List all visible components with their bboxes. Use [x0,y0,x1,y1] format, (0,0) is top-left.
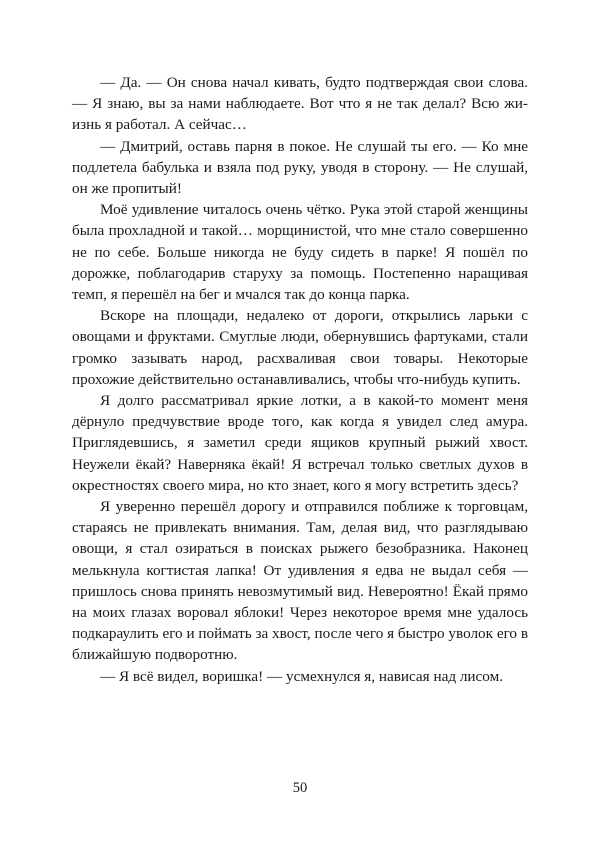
page-text-body [72,72,528,687]
page-number: 50 [292,780,308,796]
paragraph: — Я всё видел, воришка! — усмехнулся я, нависая над лисом. [100,667,504,685]
paragraph: — Дмитрий, оставь парня в покое. Не слушай ты его. — Ко мне подлетела бабулька и взяла под руку, уводя в сторону. — Не слушай, он же пропитый! [72,137,528,198]
paragraph: Я долго рассматривал яркие лотки, а в какой-то момент меня дёрнуло предчувствие вроде того, как когда я увидел след амура. Приглядевшись, я заметил среди ящиков крупный рыжий хвост. Неужели ёкай? Наверняка ёкай! Я встречал только светлых духов в окрестностях своего мира, но кто знает, кого я могу встретить здесь? [72,392,528,494]
paragraph: Моё удивление читалось очень чётко. Рука этой старой женщины была прохладной и такой… морщинистой, что мне стало совершенно не по себе. Больше никогда не буду сидеть в парке! Я пошёл по дорожке, поблагодарив старуху за помощь. Постепенно наращивая темп, я перешёл на бег и мчался так до конца парка. [72,201,528,304]
paragraph: Я уверенно перешёл дорогу и отправился поближе к торговцам, стараясь не привлекать внимания. Там, делая вид, что разглядываю овощи, я стал озираться в поисках рыжего безобразника. Наконец мелькнула когтистая лапка! От удивления я едва не выдал себя — пришлось снова принять невозмутимый вид. Невероятно! Ёкай прямо на моих глазах воровал яблоки! Через некоторое время мне удалось подкараулить его и поймать за хвост, после чего я быстро уволок его в ближайшую подворотню. [72,498,528,664]
paragraph: Вскоре на площади, недалеко от дороги, открылись ларьки с овощами и фруктами. Смуглые люди, обернувшись фартуками, стали громко зазывать народ, расхваливая свои товары. Некоторые прохожие действительно останавливались, чтобы что-нибудь купить. [72,307,528,388]
paragraph: — Да. — Он снова начал кивать, будто подтверждая свои слова. — Я знаю, вы за нами наблюдаете. Вот что я не так делал? Всю жи-изнь я работал. А сейчас… [72,74,528,134]
